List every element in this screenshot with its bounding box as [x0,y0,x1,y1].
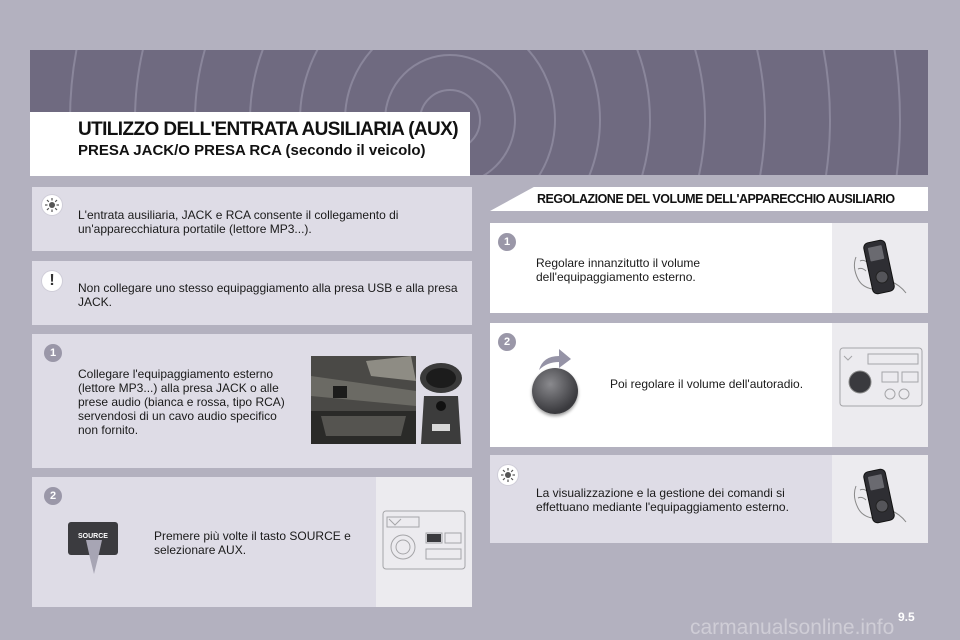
mp3-player-in-hand-icon [850,237,910,299]
volume-knob[interactable] [532,368,578,414]
right-step2-badge: 2 [498,333,516,351]
step2-text: Premere più volte il tasto SOURCE e selezionare AUX. [154,529,351,557]
jack-socket-photo [311,356,416,444]
step2-badge: 2 [44,487,62,505]
watermark: carmanualsonline.info [690,616,895,639]
step1-text: Collegare l'equipaggiamento esterno (lettore MP3...) alla presa JACK o alle prese audio (bianca e rossa, tipo RCA) servendosi di un cavo audio specifico non fornito. [78,367,285,437]
page-subtitle: PRESA JACK/O PRESA RCA (secondo il veicolo) [78,142,426,159]
right-step2-text: Poi regolare il volume dell'autoradio. [610,377,804,391]
page-title: UTILIZZO DELL'ENTRATA AUSILIARIA (AUX) [78,119,458,140]
exclamation-icon: ! [42,271,62,291]
right-step1-badge: 1 [498,233,516,251]
step1-badge: 1 [44,344,62,362]
usb-jack-socket-closeup [416,356,466,448]
warning-text: Non collegare uno stesso equipaggiamento alla presa USB e alla presa JACK. [78,281,458,309]
radio-volume-illustration [838,346,924,408]
source-button-label: SOURCE [78,533,108,540]
volume-section-title: REGOLAZIONE DEL VOLUME DELL'APPARECCHIO AUSILIARIO [537,192,895,206]
page-number: 9.5 [898,610,915,624]
right-info-text: La visualizzazione e la gestione dei comandi si effettuano mediante l'equipaggiamento esterno. [536,486,789,514]
right-step1-text: Regolare innanzitutto il volume dell'equipaggiamento esterno. [536,256,701,284]
press-arrow-icon [84,540,104,574]
radio-illustration [381,507,467,573]
lightbulb-icon [498,465,518,485]
mp3-player-in-hand-icon [850,466,910,528]
lightbulb-icon [42,195,62,215]
info-text: L'entrata ausiliaria, JACK e RCA consente il collegamento di un'apparecchiatura portatile (lettore MP3...). [78,208,399,236]
